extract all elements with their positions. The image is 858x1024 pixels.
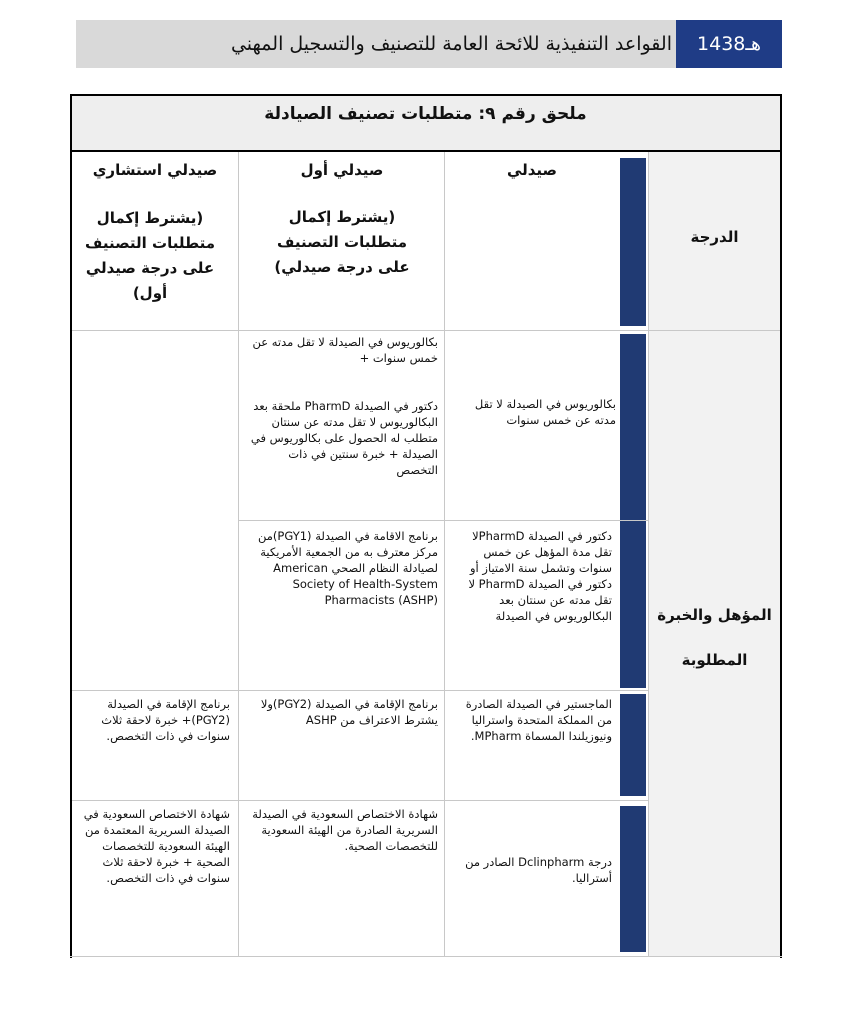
row-divider [72,330,780,331]
blue-bar [620,694,646,796]
row-label-degree: الدرجة [690,228,739,246]
blue-bar [620,334,646,688]
column-divider [238,152,239,956]
cell-r1-first-pharmacist-b: دكتور في الصيدلة PharmD ملحقة بعد البكالوريوس لا تقل مدته عن سنتان متطلب له الحصول على بكالوريوس في الصيدلة + خبرة سنتين في ذات التخصص [250,399,438,477]
table-border [780,94,782,958]
label-column [648,152,781,956]
row-label-qualification-2: المطلوبة [681,651,748,669]
cell-r4-first-pharmacist: شهادة الاختصاص السعودية في الصيدلة السريرية الصادرة من الهيئة السعودية للتخصصات الصحية. [252,807,438,853]
table-border [70,94,782,96]
cell-r3-pharmacist: الماجستير في الصيدلة الصادرة من المملكة المتحدة واستراليا ونيوزيلندا المسماة MPharm. [465,697,612,743]
cell-r2-pharmacist: دكتور في الصيدلة PharmDلا تقل مدة المؤهل عن خمس سنوات وتشمل سنة الامتياز أو دكتور في الصيدلة PharmD لا تقل مدته عن سنتان بعد البكالوريوس في الصيدلة [468,529,612,623]
blue-bar [620,806,646,952]
row-label-qualification: المؤهل والخبرة [657,606,772,624]
appendix-title: ملحق رقم ٩: متطلبات تصنيف الصيادلة [264,104,587,124]
year-badge: 1438هـ [676,20,782,68]
row-divider [72,690,648,691]
table-border [70,94,72,958]
degree-first-pharmacist: صيدلي أول [300,161,384,179]
cell-r4-pharmacist: درجة Dclinpharm الصادر من أستراليا. [465,855,612,885]
document-title: القواعد التنفيذية للائحة العامة للتصنيف والتسجيل المهني [230,33,672,55]
degree-first-pharmacist-note: (يشترط إكمال متطلبات التصنيف على درجة صيدلي) [274,208,410,276]
degree-consultant-note: (يشترط إكمال متطلبات التصنيف على درجة صيدلي أول) [85,209,215,302]
cell-r3-consultant: برنامج الإقامة في الصيدلة (PGY2)+ خبرة لاحقة ثلاث سنوات في ذات التخصص. [101,697,230,743]
column-divider [648,152,649,956]
blue-bar [620,158,646,326]
cell-r1-pharmacist: بكالوريوس في الصيدلة لا تقل مدته عن خمس سنوات [474,397,616,427]
cell-r2-first-pharmacist: برنامج الاقامة في الصيدلة (PGY1)من مركز معترف به من الجمعية الأمريكية لصيادلة النظام الصحي American Society of Health-System Pharmacists (ASHP) [258,529,438,607]
table-border [70,150,782,152]
row-divider [72,800,648,801]
row-divider [238,520,648,521]
column-divider [444,152,445,956]
table-border [70,956,782,957]
degree-consultant: صيدلي استشاري [92,161,218,179]
cell-r4-consultant: شهادة الاختصاص السعودية في الصيدلة السريرية المعتمدة من الهيئة السعودية للتخصصات الصحية + خبرة لاحقة ثلاث سنوات في ذات التخصص. [83,807,230,885]
cell-r1-first-pharmacist-a: بكالوريوس في الصيدلة لا تقل مدته عن خمس سنوات + [252,335,438,365]
cell-r3-first-pharmacist: برنامج الإقامة في الصيدلة (PGY2)ولا يشترط الاعتراف من ASHP [260,697,438,727]
degree-pharmacist: صيدلي [506,161,558,179]
